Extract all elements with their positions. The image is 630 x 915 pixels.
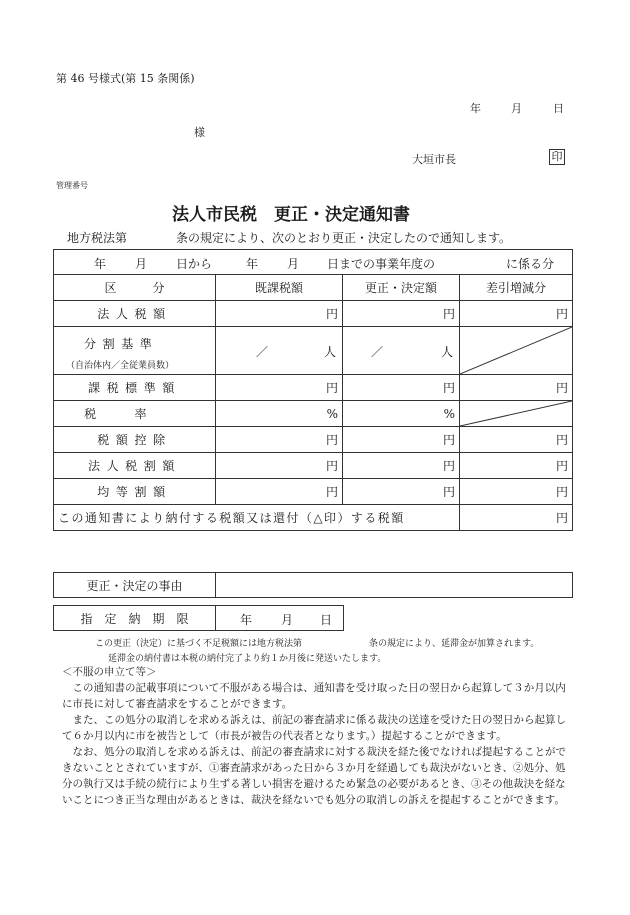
revised-unit: 円 — [343, 301, 460, 327]
objection-para-3: なお、処分の取消しを求める訴えは、前記の審査請求に対する裁決を経た後でなければ提起することができないこととされていますが、①審査請求があった日から３か月を経過しても裁決がないとき、②処分、処分の執行又は手続の続行により生ずる著しい損害を避けるため緊急の必要があるとき、③その他裁決を経ないことにつき正当な理由があるときは、裁決を経ないでも処分の取消しの訴えを提起することができます。 — [62, 746, 566, 806]
revised-unit: 円 — [343, 479, 460, 505]
ratio-unit: 人 — [441, 345, 454, 359]
date-day: 日 — [553, 102, 564, 115]
diagonal-cell — [460, 327, 573, 375]
tax-table — [53, 249, 573, 531]
row-label: 法人税割額 — [54, 453, 216, 479]
reason-field[interactable] — [216, 573, 573, 598]
control-number-label: 管理番号 — [56, 181, 88, 190]
deadline-day: 日 — [320, 613, 333, 627]
note-1-prefix: この更正（決定）に基づく不足税額には地方税法第 — [95, 639, 303, 649]
revised-unit: 円 — [343, 427, 460, 453]
row-label: 課税標準額 — [54, 375, 216, 401]
deadline-label: 指 定 納 期 限 — [54, 606, 216, 631]
ratio-unit: 人 — [324, 345, 337, 359]
total-label: この通知書により納付する税額又は還付（△印）する税額 — [54, 505, 460, 531]
ratio-slash: ／ — [371, 345, 384, 359]
row-label: 分割基準 — [84, 337, 159, 351]
objection-para-1: この通知書の記載事項について不服がある場合は、通知書を受け取った日の翌日から起算して３か月以内に市長に対して審査請求をすることができます。 — [62, 682, 566, 710]
table-row — [54, 479, 573, 505]
existing-unit: 円 — [216, 375, 343, 401]
revised-unit: 円 — [343, 453, 460, 479]
existing-unit: 円 — [216, 301, 343, 327]
page-title: 法人市民税 更正・決定通知書 — [172, 205, 410, 225]
total-row — [54, 505, 573, 531]
addressee-suffix: 様 — [194, 126, 205, 139]
objection-para-2: また、この処分の取消しを求める訴えは、前記の審査請求に係る裁決の送達を受けた日の翌日から起算して６か月以内に市を被告として（市長が被告の代表者となります。）提起することができます。 — [62, 714, 566, 742]
existing-unit: % — [216, 401, 343, 427]
period-year-1: 年 — [94, 257, 107, 271]
diff-unit: 円 — [460, 301, 573, 327]
intro-prefix: 地方税法第 — [67, 231, 128, 245]
diagonal-cell — [460, 401, 573, 427]
total-unit: 円 — [460, 505, 573, 531]
table-row — [54, 427, 573, 453]
deadline-year: 年 — [240, 613, 253, 627]
table-row — [54, 375, 573, 401]
seal-mark: 印 — [549, 149, 565, 165]
header-revised: 更正・決定額 — [343, 275, 460, 301]
revised-unit: 円 — [343, 375, 460, 401]
row-label: 法人税額 — [54, 301, 216, 327]
form-number: 第 46 号様式(第 15 条関係) — [56, 72, 195, 85]
revised-unit: % — [343, 401, 460, 427]
header-difference: 差引増減分 — [460, 275, 573, 301]
diff-unit: 円 — [460, 427, 573, 453]
note-2: 延滞金の納付書は本税の納付完了より約１か月後に発送いたします。 — [108, 654, 387, 664]
existing-unit: 円 — [216, 453, 343, 479]
note-1-suffix: 条の規定により、延滞金が加算されます。 — [369, 639, 540, 649]
row-label: 均等割額 — [54, 479, 216, 505]
row-label: 税率 — [54, 401, 216, 427]
existing-unit: 円 — [216, 479, 343, 505]
deadline-month: 月 — [281, 613, 294, 627]
period-relating: に係る分 — [506, 257, 555, 271]
existing-unit: 円 — [216, 427, 343, 453]
diff-unit: 円 — [460, 453, 573, 479]
table-row — [54, 327, 573, 375]
table-row — [54, 301, 573, 327]
period-year-2: 年 — [246, 257, 259, 271]
row-sublabel: （自治体内／全従業員数） — [66, 361, 175, 371]
period-to: 日までの事業年度の — [327, 257, 436, 271]
header-row — [54, 275, 573, 301]
date-year: 年 — [470, 102, 481, 115]
diff-unit: 円 — [460, 375, 573, 401]
intro-suffix: 条の規定により、次のとおり更正・決定したので通知します。 — [176, 231, 512, 245]
header-category: 区 分 — [54, 275, 216, 301]
table-row — [54, 401, 573, 427]
sender-name: 大垣市長 — [412, 153, 456, 166]
ratio-slash: ／ — [256, 345, 269, 359]
date-month: 月 — [511, 102, 522, 115]
deadline-date-field[interactable] — [216, 606, 344, 631]
row-label: 税額控除 — [54, 427, 216, 453]
objection-notes — [62, 664, 567, 808]
deadline-box — [53, 605, 344, 631]
period-row — [54, 250, 573, 275]
header-existing: 既課税額 — [216, 275, 343, 301]
reason-label: 更正・決定の事由 — [54, 573, 216, 598]
diff-unit: 円 — [460, 479, 573, 505]
objection-heading: ＜不服の申立て等＞ — [62, 666, 157, 678]
reason-box — [53, 572, 573, 598]
period-from: 日から — [176, 257, 213, 271]
period-month-1: 月 — [135, 257, 148, 271]
table-row — [54, 453, 573, 479]
period-month-2: 月 — [287, 257, 300, 271]
